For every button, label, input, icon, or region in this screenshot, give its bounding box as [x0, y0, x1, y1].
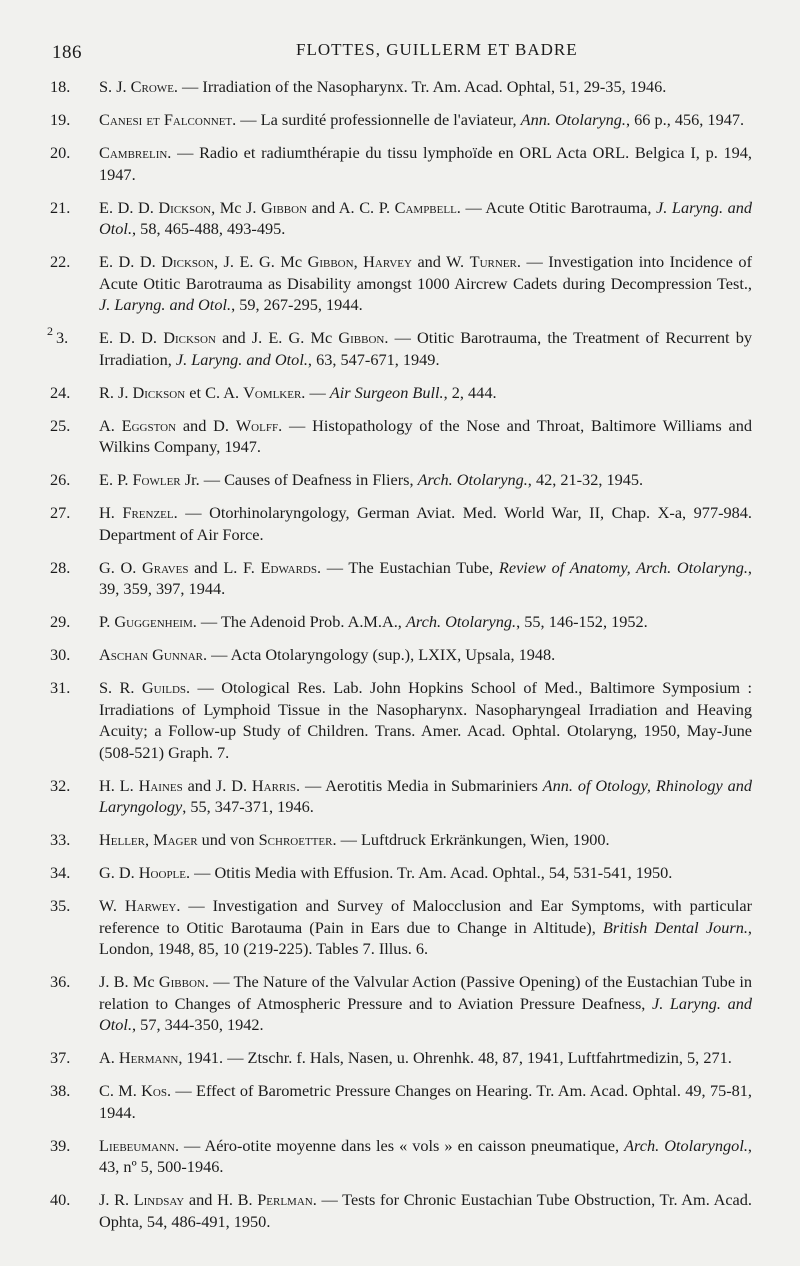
author-name: Heller	[99, 830, 145, 849]
reference-number: 35.	[50, 896, 71, 915]
reference-number: 25.	[50, 415, 71, 435]
reference-text: — Radio et radiumthérapie du tissu lymphoïde en ORL Acta ORL. Belgica I, p. 194, 1947.	[99, 143, 752, 184]
reference-text: and J. D.	[182, 775, 252, 795]
journal-title: J. Laryng. and Otol.	[175, 349, 308, 369]
author-name: Mager	[153, 830, 198, 849]
reference-entry	[50, 197, 752, 240]
reference-text: A.	[99, 1048, 119, 1067]
reference-text: , 2, 444.	[443, 382, 497, 402]
reference-number: 31.	[50, 678, 71, 697]
author-name: Harris.	[251, 775, 301, 795]
journal-title: Review of Anatomy, Arch. Otolaryng.	[498, 557, 748, 577]
author-name: Liebeumann.	[99, 1135, 180, 1155]
author-name: Guilds.	[141, 678, 191, 697]
reference-number: 21.	[50, 197, 71, 217]
reference-entry	[50, 1189, 752, 1232]
reference-number: 27.	[50, 503, 71, 522]
author-name: Gibbon	[261, 197, 308, 217]
reference-text: , J. E. G. Mc	[213, 252, 308, 271]
reference-text: — The Eustachian Tube,	[321, 557, 499, 577]
reference-text: — Investigation and Survey of Malocclusion and Ear Symptoms, with particular reference to Otitic Barotauma (Pain in Ears due to Change in Altitude),	[99, 896, 753, 937]
reference-number: 22.	[50, 252, 71, 271]
reference-text: — The Adenoid Prob. A.M.A.,	[196, 612, 406, 631]
reference-text: and H. B.	[184, 1190, 258, 1209]
reference-text: und von	[197, 830, 259, 849]
reference-text: et C. A.	[185, 382, 244, 402]
reference-text: — Acute Otitic Barotrauma,	[460, 197, 657, 217]
reference-text: , 58, 465-488, 493-495.	[132, 219, 286, 238]
reference-text: , 59, 267-295, 1944.	[231, 295, 363, 314]
reference-number: 37.	[50, 1048, 71, 1067]
reference-text: , 66 p., 456, 1947.	[626, 110, 745, 129]
reference-entry	[50, 142, 752, 185]
reference-text: , Mc J.	[211, 197, 262, 217]
reference-number: 39.	[50, 1135, 71, 1155]
reference-text: — Otitis Media with Effusion. Tr. Am. Acad. Ophtal., 54, 531-541, 1950.	[190, 863, 673, 882]
reference-text: P.	[99, 612, 115, 631]
reference-text: , 55, 146-152, 1952.	[516, 612, 648, 631]
reference-number: 18.	[50, 77, 71, 96]
author-name: Fowler	[132, 470, 181, 489]
reference-text: and A. C. P.	[307, 197, 395, 217]
running-title: FLOTTES, GUILLERM ET BADRE	[296, 40, 578, 59]
reference-entry	[47, 324, 753, 370]
reference-entry	[50, 1080, 752, 1123]
reference-text: A.	[99, 415, 122, 435]
author-name: Edwards.	[260, 557, 322, 577]
reference-text: ,	[144, 830, 154, 849]
reference-text: ,	[353, 252, 364, 271]
reference-text: and D.	[176, 415, 236, 435]
author-name: Harwey.	[124, 896, 181, 915]
journal-title: Arch. Otolaryng.	[417, 470, 528, 489]
author-name: Dickson	[161, 252, 214, 271]
reference-number: 32.	[50, 775, 71, 795]
reference-text: , 42, 21-32, 1945.	[527, 470, 644, 489]
reference-text: H.	[99, 503, 123, 522]
author-name: Hoople.	[138, 863, 191, 882]
reference-entry	[50, 862, 752, 884]
reference-text: E. D. D.	[99, 252, 162, 271]
reference-entry	[50, 895, 752, 960]
journal-title: Ann. Otolaryng.	[520, 110, 627, 129]
reference-number: 19.	[50, 110, 71, 129]
author-name: Hermann	[118, 1048, 179, 1067]
reference-text: , 1941. — Ztschr. f. Hals, Nasen, u. Ohrenhk. 48, 87, 1941, Luftfahrtmedizin, 5, 271.	[178, 1048, 732, 1067]
reference-text: G. O.	[99, 557, 143, 577]
reference-text: J. R.	[99, 1190, 134, 1209]
author-name: Graves	[142, 557, 189, 577]
author-name: Dickson	[132, 382, 186, 402]
reference-text: — Otitic Barotrauma, the Treatment of Recurrent by Irradiation,	[99, 328, 753, 369]
reference-list	[47, 76, 753, 1232]
reference-text: E. P.	[99, 470, 133, 489]
journal-title: Arch. Otolaryng.	[405, 612, 517, 631]
reference-entry	[50, 469, 752, 491]
author-name: Eggston	[121, 415, 177, 435]
reference-text: H. L.	[99, 775, 139, 795]
reference-number: 29.	[50, 612, 71, 631]
reference-entry	[50, 611, 752, 633]
reference-number: 34.	[50, 863, 71, 882]
reference-text: — Otological Res. Lab. John Hopkins School of Med., Baltimore Symposium : Irradiations of Lymphoid Tissue in the Nasopharynx. Nasopharyngeal Irradiation and Heaving Acuity; a Follow-up Study of Children. Trans. Amer. Acad. Ophtal. Otolaryng, 1950, May-June (508-521) Graph. 7.	[99, 678, 752, 762]
reference-text: — Aerotitis Media in Submariniers	[300, 775, 543, 795]
author-name: S. J. Crowe.	[99, 77, 178, 96]
reference-text: — Aéro-otite moyenne dans les « vols » en caisson pneumatique,	[179, 1135, 625, 1155]
reference-text: J. B. Mc	[99, 972, 159, 991]
reference-text: — The Nature of the Valvular Action (Passive Opening) of the Eustachian Tube in relation to Changes of Atmospheric Pressure and to Aviation Pressure Deafness,	[99, 972, 752, 1013]
reference-number: 26.	[50, 470, 71, 489]
author-name: Campbell.	[394, 197, 461, 217]
journal-title: Air Surgeon Bull.	[329, 382, 444, 402]
reference-entry	[50, 109, 752, 131]
author-name: Haines	[138, 775, 183, 795]
author-name: Guggenheim.	[114, 612, 197, 631]
author-name: Turner.	[469, 252, 521, 271]
reference-entry	[50, 415, 752, 458]
reference-text: — La surdité professionnelle de l'aviateur,	[236, 110, 521, 129]
reference-text: and L. F.	[188, 557, 261, 577]
reference-text: — Acta Otolaryngology (sup.), LXIX, Upsala, 1948.	[207, 645, 556, 664]
page-header	[50, 36, 752, 76]
journal-title: Ann. of Otology, Rhinology and Laryngology	[99, 775, 753, 816]
reference-text: and W.	[411, 252, 470, 271]
reference-text: — Luftdruck Erkränkungen, Wien, 1900.	[336, 830, 610, 849]
reference-text: — Histopathology of the Nose and Throat, Baltimore Williams and Wilkins Company, 1947.	[99, 415, 752, 456]
reference-entry	[50, 644, 752, 666]
reference-number: 3.	[56, 328, 69, 347]
reference-text: W.	[99, 896, 125, 915]
reference-text: Jr. — Causes of Deafness in Fliers,	[180, 470, 418, 489]
reference-text: , 39, 359, 397, 1944.	[99, 557, 752, 598]
reference-entry	[50, 76, 752, 98]
reference-text: , 43, nº 5, 500-1946.	[99, 1135, 752, 1176]
author-name: Gibbon.	[338, 328, 389, 347]
author-name: Kos.	[141, 1081, 172, 1100]
margin-mark: 2	[47, 324, 53, 338]
author-name: Wolff.	[235, 415, 283, 435]
reference-text: — Irradiation of the Nasopharynx. Tr. Am. Acad. Ophtal, 51, 29-35, 1946.	[177, 77, 667, 96]
reference-text: , 63, 547-671, 1949.	[307, 349, 440, 369]
author-name: Gibbon	[307, 252, 354, 271]
journal-title: J. Laryng. and Otol.	[99, 295, 232, 314]
reference-text: , London, 1948, 85, 10 (219-225). Tables 7. Illus. 6.	[99, 917, 752, 958]
reference-text: — Otorhinolaryngology, German Aviat. Med. World War, II, Chap. X-a, 977-984. Department of Air Force.	[99, 503, 753, 544]
reference-text: S. R.	[99, 678, 142, 697]
reference-text: G. D.	[99, 863, 139, 882]
reference-number: 33.	[50, 830, 71, 849]
reference-entry	[50, 557, 752, 600]
journal-title: British Dental Journ.	[602, 917, 748, 937]
reference-text: C. M.	[99, 1081, 142, 1100]
author-name: Aschan Gunnar.	[99, 645, 208, 664]
author-name: Vomlker.	[243, 382, 306, 402]
reference-entry	[50, 382, 752, 404]
page-number: 186	[52, 42, 82, 63]
author-name: Dickson	[163, 328, 216, 347]
reference-entry	[50, 251, 752, 316]
reference-number: 20.	[50, 143, 71, 162]
journal-title: J. Laryng. and Otol.	[99, 197, 753, 238]
author-name: Harvey	[363, 252, 412, 271]
author-name: Cambrelin.	[99, 143, 172, 162]
journal-title: J. Laryng. and Otol.	[99, 993, 753, 1034]
reference-number: 38.	[50, 1081, 71, 1100]
reference-entry	[50, 677, 752, 763]
reference-text: , 57, 344-350, 1942.	[132, 1015, 264, 1034]
author-name: Lindsay	[133, 1190, 185, 1209]
reference-entry	[50, 829, 752, 851]
reference-text: R. J.	[99, 382, 133, 402]
reference-entry	[50, 1047, 752, 1069]
reference-text: E. D. D.	[99, 328, 164, 347]
reference-text: , 55, 347-371, 1946.	[182, 797, 314, 816]
reference-text: — Effect of Barometric Pressure Changes on Hearing. Tr. Am. Acad. Ophtal. 49, 75-81, 1944.	[99, 1081, 752, 1122]
reference-text: and J. E. G. Mc	[215, 328, 339, 347]
reference-entry	[50, 502, 752, 545]
author-name: Dickson	[158, 197, 212, 217]
author-name: Perlman.	[257, 1190, 317, 1209]
reference-number: 36.	[50, 972, 71, 991]
reference-number: 40.	[50, 1190, 71, 1209]
author-name: Gibbon.	[158, 972, 209, 991]
reference-text: — Investigation into Incidence of Acute Otitic Barotrauma as Disability amongst 1000 Aircrew Cadets during Decompression Test.,	[99, 252, 752, 293]
reference-entry	[50, 1135, 752, 1178]
reference-text: — Tests for Chronic Eustachian Tube Obstruction, Tr. Am. Acad. Ophta, 54, 486-491, 1950.	[99, 1190, 752, 1231]
author-name: Schroetter.	[258, 830, 337, 849]
author-name: Canesi et Falconnet.	[99, 110, 237, 129]
reference-number: 30.	[50, 645, 71, 664]
reference-text: —	[305, 382, 330, 402]
author-name: Frenzel.	[122, 503, 178, 522]
journal-title: Arch. Otolaryngol.	[624, 1135, 748, 1155]
reference-entry	[50, 775, 752, 818]
reference-text: E. D. D.	[99, 197, 159, 217]
reference-entry	[50, 971, 752, 1036]
reference-number: 24.	[50, 382, 71, 402]
reference-number: 28.	[50, 557, 71, 577]
